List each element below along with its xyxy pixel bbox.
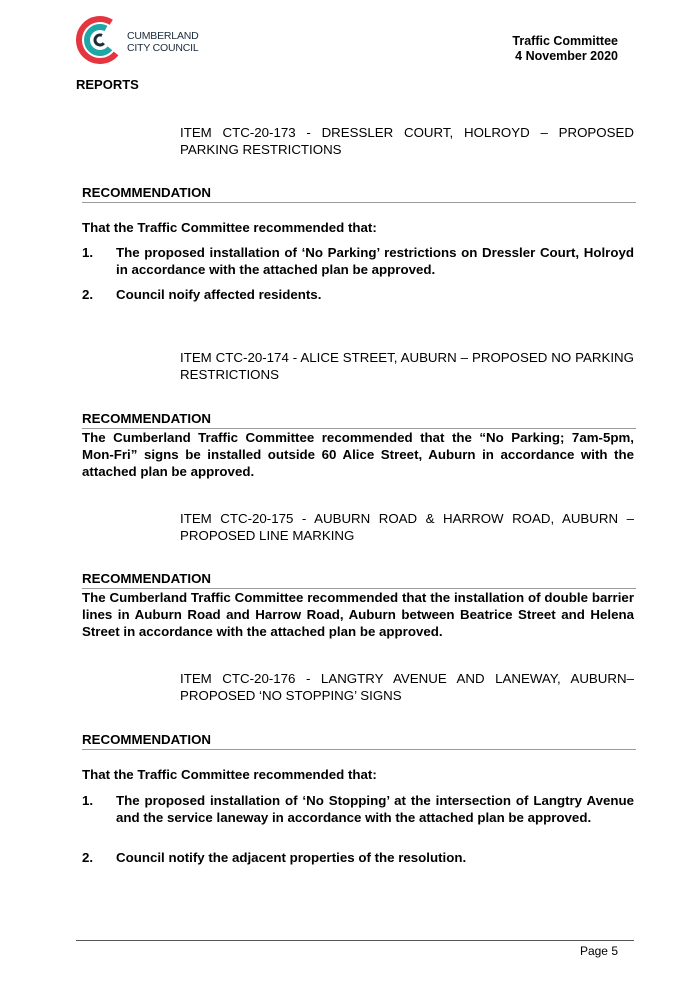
recommendation-heading-176: RECOMMENDATION <box>82 732 636 750</box>
header-meta <box>512 34 618 64</box>
recommendation-heading-175: RECOMMENDATION <box>82 571 636 589</box>
item-title-175: ITEM CTC-20-175 - AUBURN ROAD & HARROW ROAD, AUBURN – PROPOSED LINE MARKING <box>180 511 634 543</box>
list-item: 1. The proposed installation of ‘No Stopping’ at the intersection of Langtry Avenue and the service laneway in accordance with the attached plan be approved. <box>82 793 634 825</box>
recommendation-body-175: The Cumberland Traffic Committee recommended that the installation of double barrier lines in Auburn Road and Harrow Road, Auburn between Beatrice Street and Helena Street in accordance with the attached plan be approved. <box>82 590 634 639</box>
council-name: CUMBERLAND CITY COUNCIL <box>127 30 199 54</box>
item-title-176: ITEM CTC-20-176 - LANGTRY AVENUE AND LANEWAY, AUBURN– PROPOSED ‘NO STOPPING’ SIGNS <box>180 671 634 703</box>
item-title-173: ITEM CTC-20-173 - DRESSLER COURT, HOLROYD – PROPOSED PARKING RESTRICTIONS <box>180 125 634 157</box>
recommendation-heading-173: RECOMMENDATION <box>82 185 636 203</box>
section-title: REPORTS <box>76 77 139 92</box>
meeting-date: 4 November 2020 <box>515 49 618 63</box>
recommendation-intro-176: That the Traffic Committee recommended that: <box>82 767 377 782</box>
list-item: 2. Council notify the adjacent properties of the resolution. <box>82 850 467 865</box>
list-item: 1. The proposed installation of ‘No Parking’ restrictions on Dressler Court, Holroyd in accordance with the attached plan be approved. <box>82 245 634 277</box>
recommendation-heading-174: RECOMMENDATION <box>82 411 636 429</box>
list-item: 2. Council noify affected residents. <box>82 287 322 302</box>
committee-name: Traffic Committee <box>512 34 618 48</box>
page-number: Page 5 <box>579 944 618 958</box>
recommendation-body-174: The Cumberland Traffic Committee recommended that the “No Parking; 7am-5pm, Mon-Fri” signs be installed outside 60 Alice Street, Auburn in accordance with the attached plan be approved. <box>82 430 634 479</box>
footer-divider <box>76 940 634 941</box>
item-title-174: ITEM CTC-20-174 - ALICE STREET, AUBURN – PROPOSED NO PARKING RESTRICTIONS <box>180 350 634 382</box>
recommendation-intro-173: That the Traffic Committee recommended that: <box>82 220 377 235</box>
